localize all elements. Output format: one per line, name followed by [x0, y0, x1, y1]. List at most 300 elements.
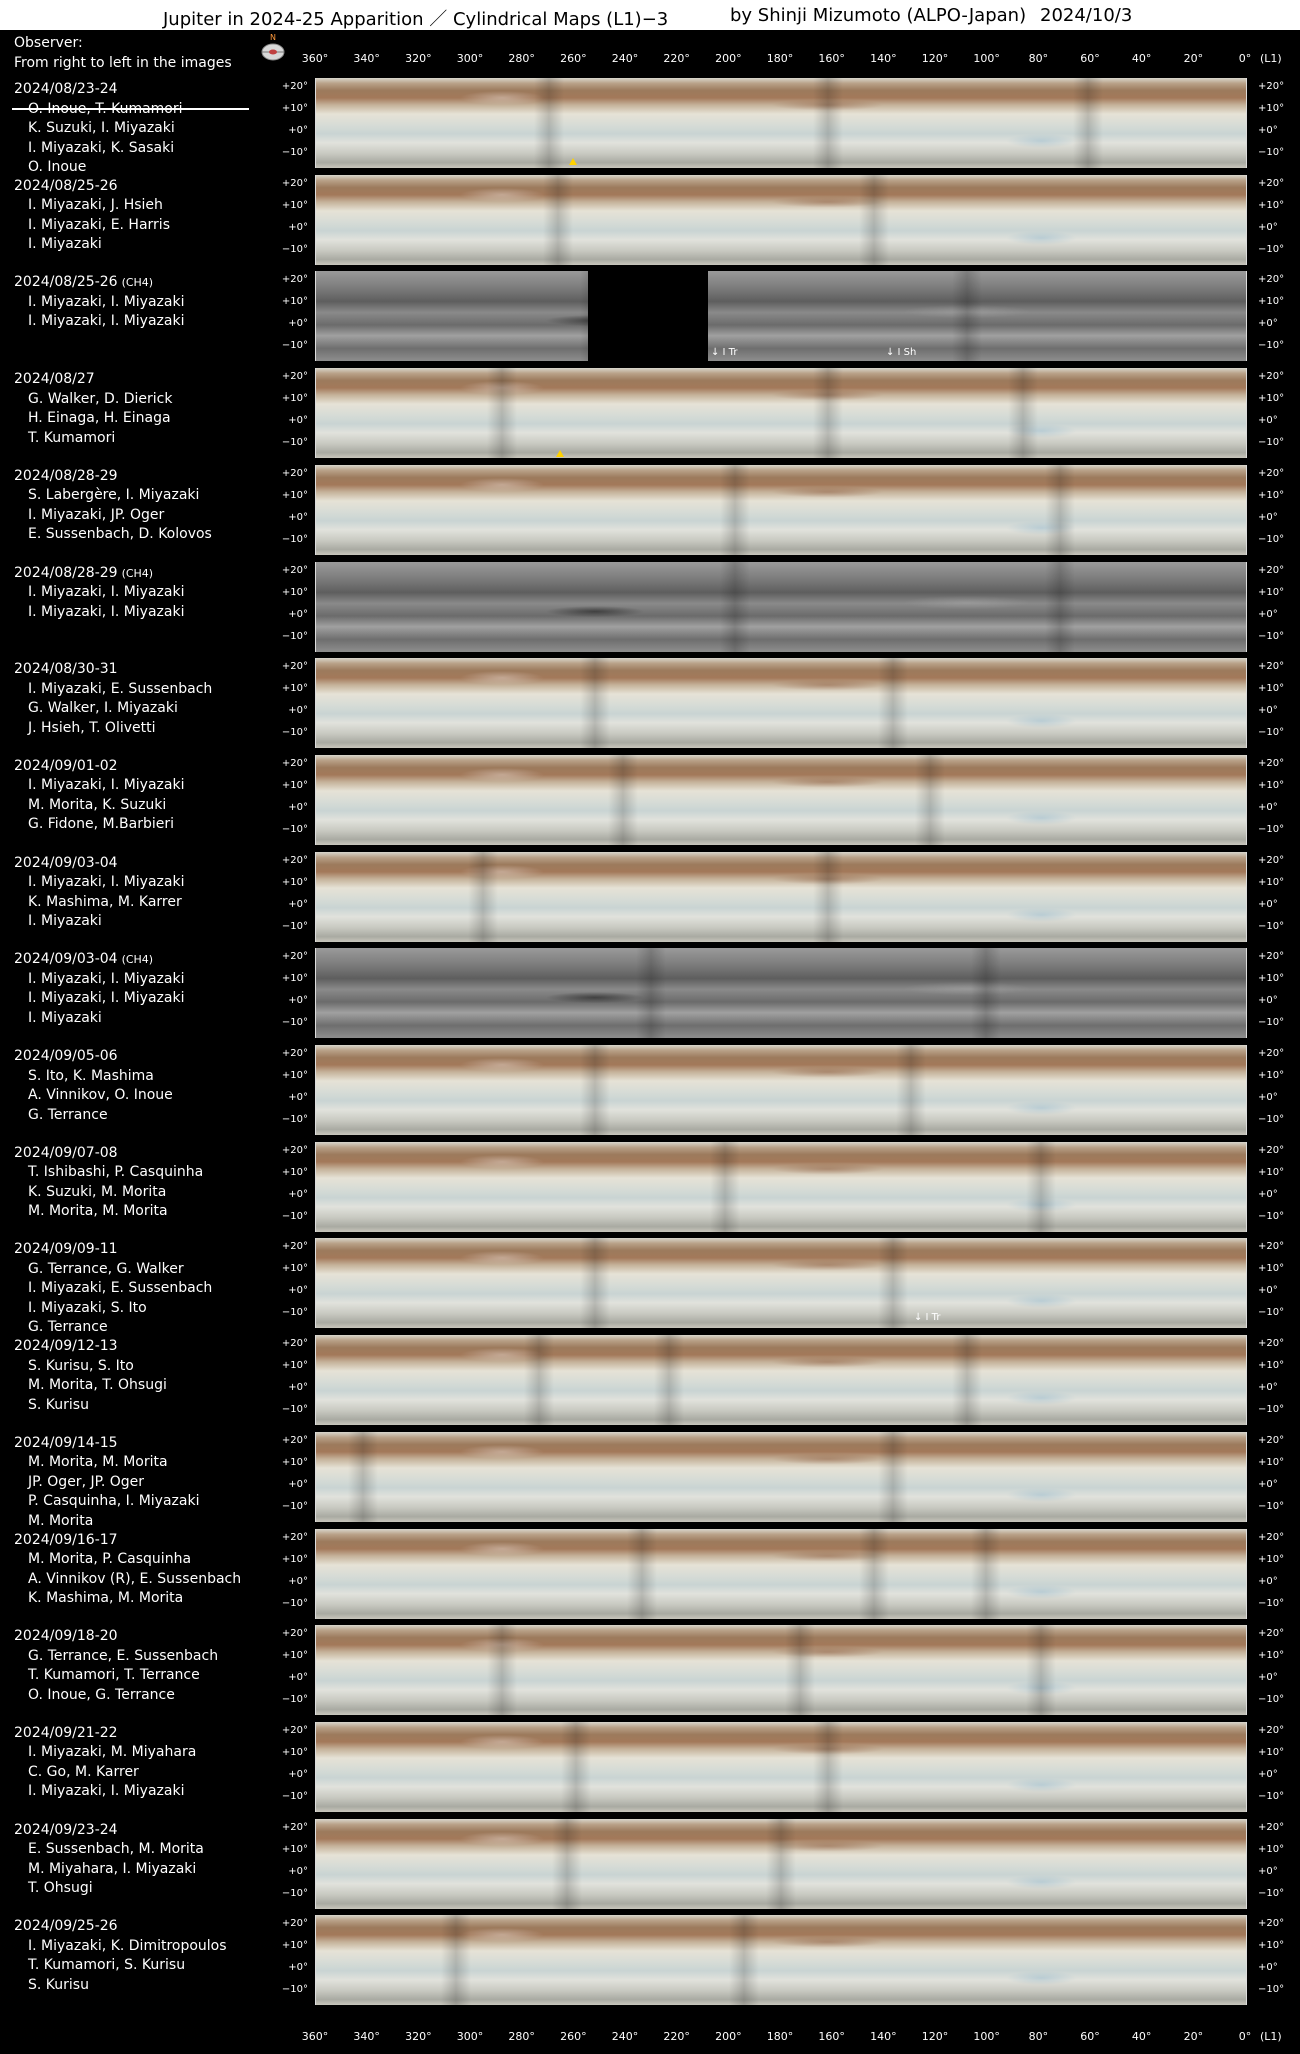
latitude-tick-label: +10° [281, 973, 308, 985]
transit-marker: ↓ I Tr [914, 1312, 941, 1324]
latitude-tick-label: +0° [1258, 1285, 1278, 1297]
observer-names: C. Go, M. Karrer [28, 1763, 139, 1780]
observation-date [14, 854, 264, 874]
longitude-tick-label: 180° [766, 2030, 794, 2043]
latitude-tick-label: +0° [288, 1865, 308, 1877]
latitude-tick-label: +0° [1258, 1865, 1278, 1877]
date-text: 2024/08/23-24 [14, 81, 118, 97]
date-text: 2024/08/30-31 [14, 661, 118, 678]
latitude-tick-label: −10° [281, 243, 308, 255]
latitude-tick-label: +20° [281, 467, 308, 479]
observation-date [14, 1047, 264, 1067]
mosaic-seam [487, 1625, 517, 1715]
latitude-tick-label: +0° [288, 1672, 308, 1684]
latitude-tick-label: +0° [1258, 221, 1278, 233]
observation-entry [14, 1917, 264, 1995]
observer-names: S. Ito, K. Mashima [28, 1067, 154, 1084]
latitude-tick-label: +0° [288, 415, 308, 427]
latitude-tick-label: +10° [281, 1843, 308, 1855]
latitude-tick-label: −10° [281, 1597, 308, 1609]
color-map-strip [315, 1335, 1247, 1425]
observer-names: T. Kumamori, T. Terrance [28, 1667, 200, 1684]
observation-date [14, 370, 264, 390]
color-map-strip [315, 1819, 1247, 1909]
latitude-tick-label: +10° [1258, 1553, 1285, 1565]
latitude-tick-label: +10° [281, 876, 308, 888]
observer-names: P. Casquinha, I. Miyazaki [28, 1493, 200, 1510]
observer-names: I. Miyazaki, J. Hsieh [28, 197, 163, 214]
observer-names: I. Miyazaki, I. Miyazaki [28, 313, 185, 330]
title-bar [0, 0, 1300, 30]
color-map-strip [315, 852, 1247, 942]
latitude-scale-right [1256, 78, 1300, 168]
latitude-tick-label: +20° [281, 1144, 308, 1156]
latitude-tick-label: +20° [281, 177, 308, 189]
color-map-strip [315, 658, 1247, 748]
latitude-tick-label: +10° [281, 586, 308, 598]
observer-names: I. Miyazaki, I. Miyazaki [28, 1783, 185, 1800]
observation-entry [14, 1047, 264, 1125]
north-orientation-icon [258, 32, 288, 62]
latitude-scale-right [1256, 1819, 1300, 1909]
latitude-tick-label: +10° [1258, 296, 1285, 308]
latitude-tick-label: +10° [1258, 1843, 1285, 1855]
latitude-tick-label: +20° [281, 1338, 308, 1350]
latitude-tick-label: +20° [1258, 371, 1285, 383]
observer-names: S. Kurisu, S. Ito [28, 1357, 134, 1374]
longitude-tick-label: 360° [301, 2030, 329, 2043]
latitude-tick-label: +20° [1258, 1918, 1285, 1930]
date-text: 2024/09/03-04 [14, 854, 118, 871]
latitude-tick-label: +10° [281, 1650, 308, 1662]
mosaic-seam [1026, 1625, 1056, 1715]
longitude-tick-label: 220° [663, 2030, 690, 2043]
latitude-tick-label: +0° [288, 1382, 308, 1394]
latitude-tick-label: +0° [1258, 1188, 1278, 1200]
observation-date [14, 564, 264, 584]
latitude-tick-label: +10° [281, 779, 308, 791]
latitude-tick-label: +0° [1258, 1672, 1278, 1684]
latitude-tick-label: −10° [281, 437, 308, 449]
observation-date [14, 1337, 264, 1357]
date-text: 2024/08/25-26 [14, 274, 118, 291]
latitude-scale-right [1256, 1722, 1300, 1812]
latitude-tick-label: +0° [1258, 608, 1278, 620]
observer-names: O. Inoue, G. Terrance [28, 1686, 175, 1703]
observation-entry [14, 273, 264, 332]
mosaic-seam [654, 1335, 684, 1425]
latitude-tick-label: +20° [281, 1821, 308, 1833]
latitude-tick-label: +20° [281, 1531, 308, 1543]
latitude-scale-left [262, 465, 312, 555]
latitude-scale-right [1256, 852, 1300, 942]
longitude-tick-label: 240° [611, 2030, 639, 2043]
latitude-tick-label: +10° [1258, 489, 1285, 501]
date-text: 2024/09/12-13 [14, 1338, 118, 1355]
observer-names: O. Inoue [28, 159, 87, 175]
observer-names: T. Kumamori [28, 429, 116, 446]
latitude-scale-right [1256, 175, 1300, 265]
observation-entry [14, 1531, 264, 1609]
filter-label: (CH4) [121, 953, 154, 967]
latitude-tick-label: +10° [1258, 393, 1285, 405]
latitude-scale-right [1256, 1238, 1300, 1328]
transit-marker: ↓ I Tr [711, 347, 738, 359]
observer-names: A. Vinnikov (R), E. Sussenbach [28, 1570, 242, 1587]
latitude-scale-left [262, 1819, 312, 1909]
observer-names: A. Vinnikov, O. Inoue [28, 1087, 173, 1103]
latitude-tick-label: +10° [1258, 1650, 1285, 1662]
mosaic-seam [729, 1915, 759, 2005]
longitude-tick-label: 0° [1238, 2030, 1252, 2043]
date-text: 2024/09/25-26 [14, 1918, 118, 1935]
observation-entry [14, 854, 264, 932]
date-text: 2024/09/14-15 [14, 1434, 118, 1451]
observer-names: K. Mashima, M. Karrer [28, 893, 182, 910]
mosaic-seam [487, 368, 517, 458]
longitude-tick-label: 40° [1131, 2030, 1152, 2043]
latitude-scale-right [1256, 1142, 1300, 1232]
latitude-tick-label: +20° [1258, 1628, 1285, 1640]
latitude-scale-left [262, 658, 312, 748]
latitude-tick-label: −10° [1258, 1597, 1285, 1609]
latitude-tick-label: +10° [1258, 1940, 1285, 1952]
mosaic-seam [1026, 1142, 1056, 1232]
feature-marker-icon [569, 158, 577, 165]
latitude-tick-label: +0° [1258, 1092, 1278, 1103]
observer-names: J. Hsieh, T. Olivetti [28, 719, 156, 736]
observer-names: M. Miyahara, I. Miyazaki [28, 1860, 197, 1877]
latitude-scale-right [1256, 1335, 1300, 1425]
latitude-tick-label: +20° [1258, 1338, 1285, 1350]
observer-names: M. Morita, M. Morita [28, 1454, 168, 1471]
latitude-tick-label: +10° [1258, 199, 1285, 211]
latitude-tick-label: −10° [281, 1887, 308, 1899]
latitude-tick-label: +20° [281, 1724, 308, 1736]
latitude-tick-label: −10° [281, 1017, 308, 1029]
latitude-tick-label: +10° [281, 1166, 308, 1178]
observer-names: O. Inoue, T. Kumamori [28, 100, 183, 117]
feature-marker-icon [556, 450, 564, 457]
color-map-strip [315, 1529, 1247, 1619]
observer-names: M. Morita, M. Morita [28, 1203, 168, 1220]
mosaic-seam [1045, 562, 1075, 652]
observer-names: I. Miyazaki, M. Miyahara [28, 1744, 197, 1761]
latitude-tick-label: −10° [1258, 340, 1285, 352]
latitude-scale-right [1256, 271, 1300, 361]
observer-names: G. Terrance, G. Walker [28, 1260, 184, 1277]
observer-names: K. Suzuki, M. Morita [28, 1183, 167, 1200]
latitude-tick-label: −10° [281, 1404, 308, 1416]
latitude-tick-label: +10° [281, 103, 308, 114]
latitude-tick-label: +20° [1258, 1144, 1285, 1156]
latitude-tick-label: +20° [1258, 757, 1285, 769]
mosaic-seam [348, 1432, 378, 1522]
longitude-tick-label: 200° [715, 52, 742, 65]
observation-entry [14, 1240, 264, 1338]
mosaic-seam [878, 1432, 908, 1522]
longitude-tick-label: 160° [818, 2030, 845, 2043]
mosaic-seam [813, 368, 843, 458]
latitude-tick-label: +10° [1258, 1360, 1285, 1372]
latitude-scale-left [262, 1625, 312, 1715]
latitude-tick-label: +10° [281, 296, 308, 308]
latitude-tick-label: +10° [281, 199, 308, 211]
observation-entry [14, 950, 264, 1028]
latitude-tick-label: +10° [1258, 1070, 1285, 1081]
mosaic-seam [915, 755, 945, 845]
north-label: N [270, 33, 276, 42]
longitude-tick-label: 300° [456, 52, 484, 65]
mosaic-seam [971, 948, 1001, 1038]
latitude-scale-right [1256, 562, 1300, 652]
latitude-tick-label: +20° [281, 1241, 308, 1253]
latitude-scale-right [1256, 465, 1300, 555]
color-map-strip [315, 175, 1247, 265]
mosaic-seam [859, 1529, 889, 1619]
date-text: 2024/09/16-17 [14, 1531, 118, 1548]
latitude-tick-label: +10° [281, 1360, 308, 1372]
longitude-tick-label: 260° [560, 52, 587, 65]
latitude-tick-label: +0° [288, 1768, 308, 1780]
observer-names: S. Labergère, I. Miyazaki [28, 487, 200, 504]
observation-date [14, 1724, 264, 1744]
observer-names: I. Miyazaki [28, 1009, 102, 1026]
date-text: 2024/09/01-02 [14, 757, 118, 774]
mosaic-seam [710, 1142, 740, 1232]
latitude-scale-left [262, 852, 312, 942]
date-text: 2024/09/03-04 [14, 951, 118, 968]
color-map-strip [315, 1915, 1247, 2005]
date-text: 2024/09/23-24 [14, 1821, 118, 1838]
longitude-tick-label: 100° [973, 52, 1000, 65]
mosaic-seam [813, 78, 843, 168]
mosaic-seam [561, 1722, 591, 1812]
latitude-tick-label: +0° [288, 1285, 308, 1297]
latitude-tick-label: +20° [281, 1434, 308, 1446]
latitude-scale-right [1256, 1045, 1300, 1135]
latitude-scale-left [262, 78, 312, 168]
observation-date [14, 1627, 264, 1647]
longitude-tick-label: 280° [508, 2030, 535, 2043]
longitude-tick-label: 60° [1080, 2030, 1100, 2043]
mosaic-seam [441, 1915, 471, 2005]
observation-entry [14, 1144, 264, 1222]
observation-entry [14, 370, 264, 448]
system-label: (L1) [1260, 2030, 1282, 2043]
latitude-tick-label: −10° [1258, 1887, 1285, 1899]
latitude-tick-label: +0° [1258, 125, 1278, 136]
latitude-tick-label: +20° [1258, 1531, 1285, 1543]
mosaic-seam [720, 562, 750, 652]
longitude-tick-label: 140° [870, 2030, 897, 2043]
mosaic-seam [720, 465, 750, 555]
color-map-strip [315, 465, 1247, 555]
filter-label: (CH4) [121, 276, 154, 290]
latitude-tick-label: −10° [1258, 1114, 1285, 1125]
author-credit: by Shinji Mizumoto (ALPO-Japan) [730, 5, 1027, 26]
latitude-tick-label: +10° [1258, 1746, 1285, 1758]
latitude-scale-left [262, 1722, 312, 1812]
latitude-tick-label: +0° [288, 705, 308, 717]
longitude-tick-label: 120° [921, 52, 949, 65]
latitude-tick-label: +20° [1258, 564, 1285, 576]
latitude-scale-left [262, 1915, 312, 2005]
latitude-tick-label: +0° [288, 608, 308, 620]
latitude-tick-label: −10° [1258, 920, 1285, 932]
observer-names: G. Walker, D. Dierick [28, 390, 173, 407]
observation-entry [14, 1337, 264, 1415]
observer-names: K. Suzuki, I. Miyazaki [28, 120, 175, 136]
latitude-scale-left [262, 948, 312, 1038]
mosaic-seam [766, 1819, 796, 1909]
observer-names: M. Morita [28, 1512, 94, 1529]
latitude-tick-label: +10° [281, 1940, 308, 1952]
mosaic-seam [580, 1045, 610, 1135]
mosaic-seam [1073, 78, 1103, 168]
longitude-scale-top [300, 52, 1282, 68]
observation-entry [14, 1821, 264, 1899]
longitude-tick-label: 300° [456, 2030, 484, 2043]
mosaic-seam [608, 755, 638, 845]
latitude-scale-left [262, 271, 312, 361]
observation-entry [14, 1724, 264, 1802]
longitude-tick-label: 40° [1131, 52, 1152, 65]
latitude-scale-right [1256, 1915, 1300, 2005]
latitude-tick-label: +20° [281, 1048, 308, 1059]
mosaic-seam [952, 1335, 982, 1425]
mosaic-seam [878, 1238, 908, 1328]
observation-date [14, 1434, 264, 1454]
latitude-tick-label: +20° [1258, 1241, 1285, 1253]
longitude-tick-label: 140° [870, 52, 897, 65]
latitude-tick-label: −10° [281, 920, 308, 932]
mosaic-seam [785, 1625, 815, 1715]
latitude-tick-label: +10° [1258, 586, 1285, 598]
observation-date [14, 1144, 264, 1164]
color-map-strip [315, 1625, 1247, 1715]
observation-entry [14, 467, 264, 545]
latitude-tick-label: −10° [281, 1210, 308, 1222]
observer-names: G. Walker, I. Miyazaki [28, 700, 178, 717]
color-map-strip [315, 755, 1247, 845]
latitude-tick-label: −10° [281, 630, 308, 642]
date-text: 2024/08/27 [14, 371, 95, 388]
longitude-tick-label: 240° [611, 52, 639, 65]
longitude-tick-label: 60° [1080, 52, 1100, 65]
filter-label: (CH4) [121, 566, 154, 580]
latitude-tick-label: +10° [281, 1553, 308, 1565]
longitude-tick-label: 180° [766, 52, 794, 65]
observation-date [14, 467, 264, 487]
observer-names: I. Miyazaki, E. Sussenbach [28, 680, 213, 697]
longitude-tick-label: 20° [1183, 2030, 1204, 2043]
latitude-tick-label: +10° [281, 489, 308, 501]
observation-date [14, 80, 264, 100]
latitude-tick-label: +0° [288, 221, 308, 233]
observer-names: I. Miyazaki, K. Dimitropoulos [28, 1937, 227, 1954]
latitude-tick-label: −10° [1258, 823, 1285, 835]
date-text: 2024/08/25-26 [14, 177, 118, 194]
mosaic-seam [552, 1819, 582, 1909]
latitude-tick-label: +20° [1258, 274, 1285, 286]
longitude-tick-label: 0° [1238, 52, 1252, 65]
latitude-scale-left [262, 755, 312, 845]
latitude-tick-label: +20° [1258, 854, 1285, 866]
longitude-tick-label: 80° [1028, 2030, 1049, 2043]
mosaic-seam [896, 1045, 926, 1135]
observer-names: T. Ohsugi [28, 1880, 93, 1897]
latitude-tick-label: +10° [281, 1263, 308, 1275]
latitude-tick-label: +0° [288, 511, 308, 523]
mosaic-seam [813, 1722, 843, 1812]
observer-names: S. Kurisu [28, 1396, 89, 1413]
latitude-tick-label: +0° [1258, 1768, 1278, 1780]
latitude-tick-label: +20° [281, 757, 308, 769]
date-text: 2024/09/05-06 [14, 1048, 118, 1064]
date-text: 2024/09/18-20 [14, 1628, 118, 1645]
observer-names: E. Sussenbach, M. Morita [28, 1841, 204, 1858]
observation-date [14, 1531, 264, 1551]
observation-date [14, 177, 264, 197]
latitude-tick-label: −10° [281, 1114, 308, 1125]
latitude-tick-label: +20° [1258, 661, 1285, 673]
latitude-tick-label: −10° [1258, 1500, 1285, 1512]
latitude-tick-label: +0° [1258, 1478, 1278, 1490]
mosaic-seam [813, 852, 843, 942]
latitude-scale-right [1256, 1529, 1300, 1619]
observer-names: M. Morita, T. Ohsugi [28, 1377, 167, 1394]
latitude-tick-label: +10° [1258, 973, 1285, 985]
latitude-tick-label: −10° [281, 147, 308, 158]
longitude-tick-label: 220° [663, 52, 690, 65]
latitude-scale-right [1256, 1625, 1300, 1715]
observation-entry [14, 660, 264, 738]
observer-panel [0, 30, 262, 2054]
latitude-scale-left [262, 1432, 312, 1522]
latitude-tick-label: +20° [281, 951, 308, 963]
latitude-tick-label: +10° [281, 1746, 308, 1758]
observer-names: I. Miyazaki, K. Sasaki [28, 139, 175, 156]
latitude-scale-left [262, 562, 312, 652]
latitude-tick-label: −10° [1258, 1210, 1285, 1222]
latitude-tick-label: +20° [1258, 177, 1285, 189]
observation-entry [14, 1627, 264, 1705]
observer-heading: Observer: [14, 35, 83, 51]
observation-entry [14, 564, 264, 623]
latitude-tick-label: −10° [281, 1984, 308, 1996]
latitude-scale-left [262, 1238, 312, 1328]
observer-names: I. Miyazaki, I. Miyazaki [28, 777, 185, 794]
latitude-tick-label: +0° [288, 898, 308, 910]
latitude-tick-label: +10° [1258, 1166, 1285, 1178]
latitude-scale-left [262, 1142, 312, 1232]
observation-date [14, 1240, 264, 1260]
observer-names: G. Fidone, M.Barbieri [28, 816, 175, 833]
observer-names: I. Miyazaki, I. Miyazaki [28, 990, 185, 1007]
latitude-tick-label: +0° [288, 1575, 308, 1587]
latitude-tick-label: +20° [1258, 467, 1285, 479]
methane-band-map-strip [315, 271, 1247, 361]
observer-names: M. Morita, P. Casquinha [28, 1551, 192, 1567]
observer-names: G. Terrance [28, 1319, 108, 1336]
latitude-tick-label: −10° [1258, 437, 1285, 449]
publish-date: 2024/10/3 [1040, 5, 1133, 26]
latitude-tick-label: −10° [1258, 1404, 1285, 1416]
latitude-scale-right [1256, 368, 1300, 458]
latitude-tick-label: +0° [1258, 1962, 1278, 1974]
page-title: Jupiter in 2024-25 Apparition ／ Cylindrical Maps (L1)−3 [163, 9, 669, 30]
